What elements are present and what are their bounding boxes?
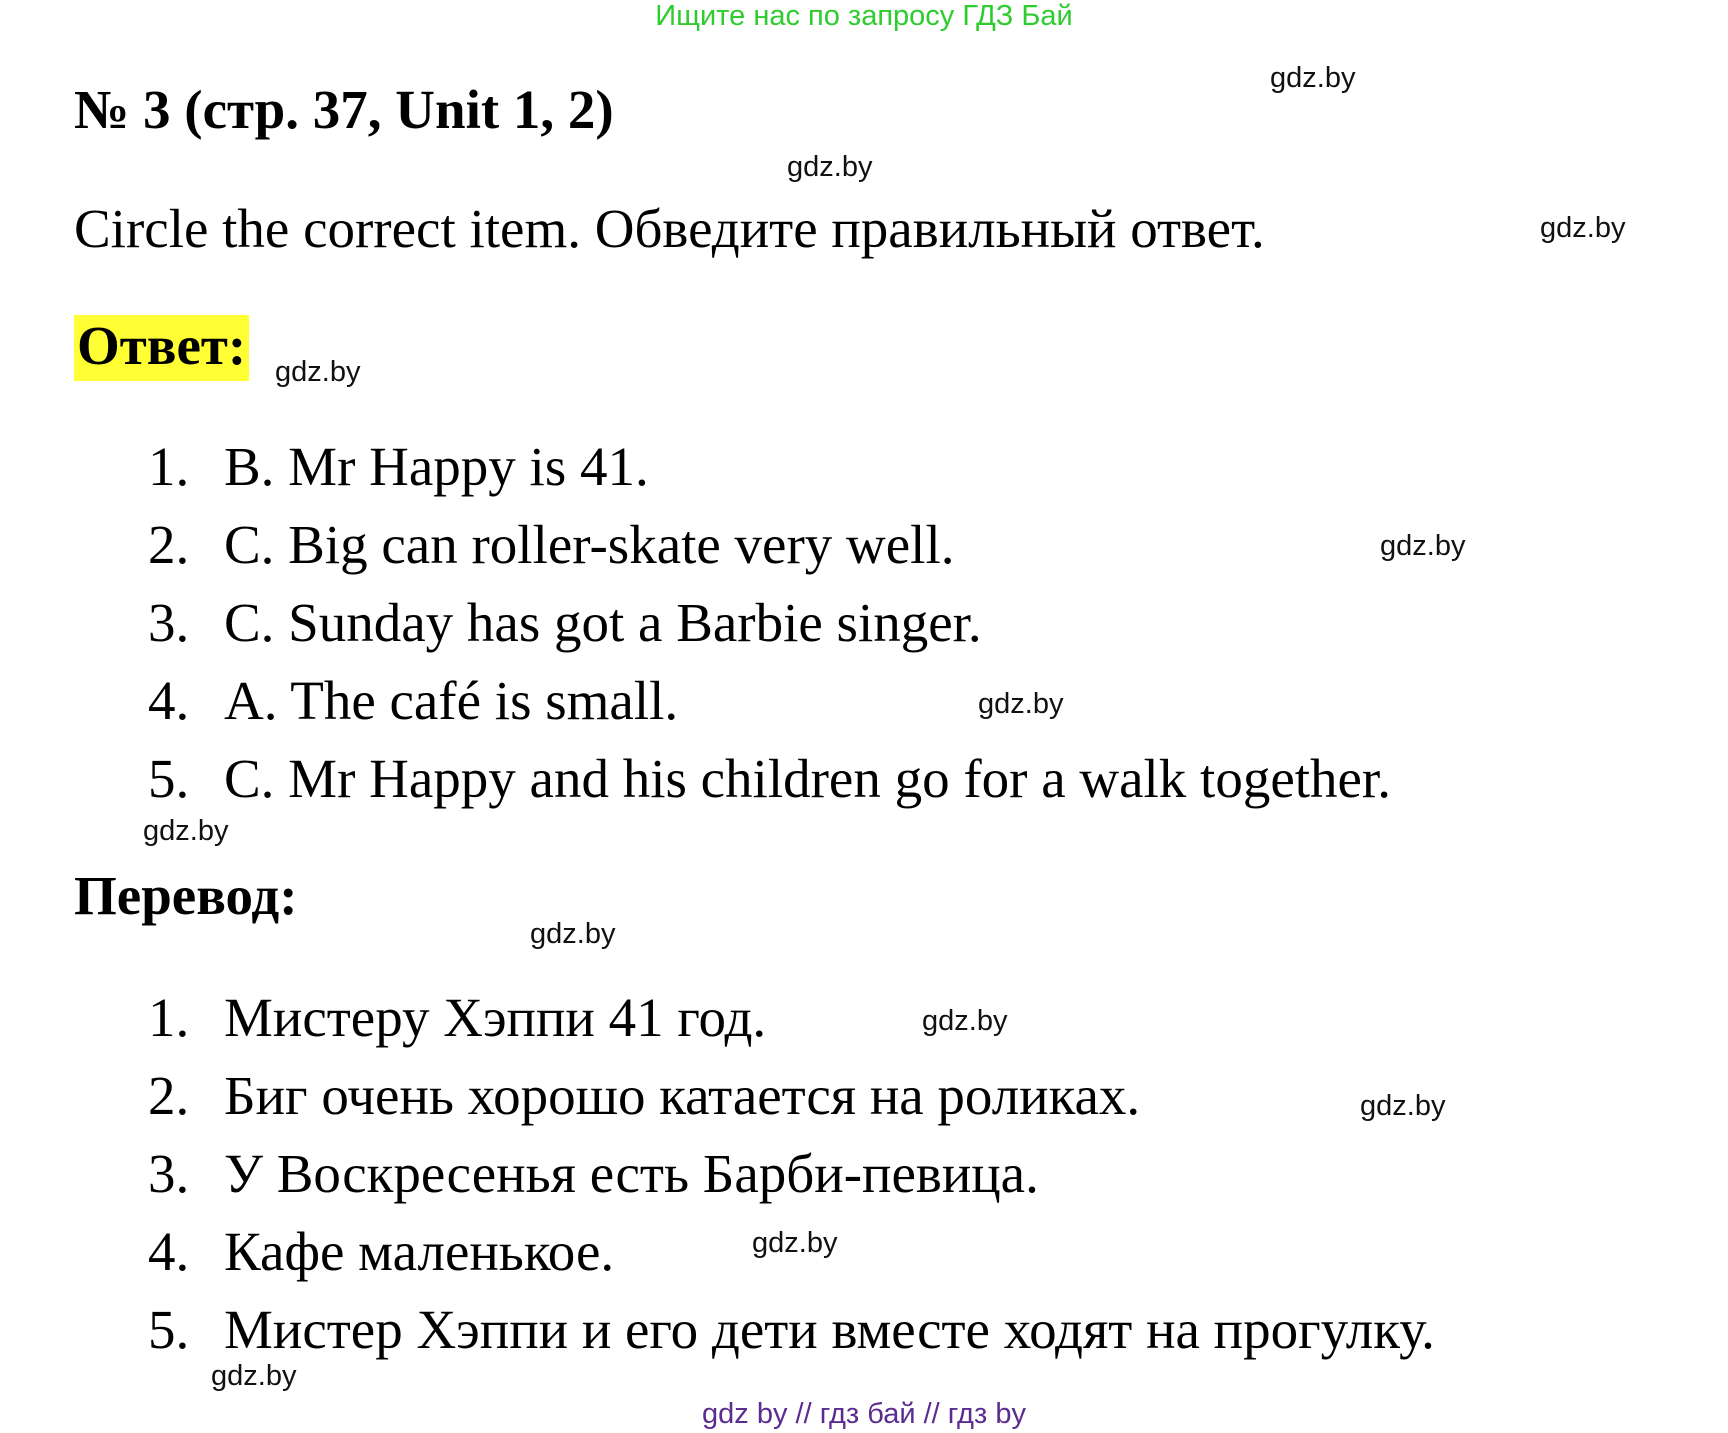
watermark: gdz.by [1380, 530, 1466, 562]
translation-item [148, 1065, 1140, 1127]
translation-text: Мистер Хэппи и его дети вместе ходят на прогулку. [224, 1299, 1435, 1360]
translation-item [148, 1143, 1039, 1205]
footer-links: gdz by // гдз бай // гдз by [702, 1398, 1026, 1430]
answer-text: A. The café is small. [224, 670, 679, 731]
watermark: gdz.by [922, 1005, 1008, 1037]
watermark: gdz.by [211, 1360, 297, 1392]
watermark: gdz.by [275, 356, 361, 388]
answer-number: 1. [148, 436, 190, 497]
translation-item [148, 1299, 1435, 1361]
watermark: gdz.by [1270, 62, 1356, 94]
watermark: gdz.by [752, 1227, 838, 1259]
instruction-text: Circle the correct item. Обведите правильный ответ. [74, 198, 1265, 259]
translation-text: У Воскресенья есть Барби-певица. [224, 1143, 1039, 1204]
answer-number: 3. [148, 592, 190, 653]
translation-number: 4. [148, 1221, 190, 1282]
answer-number: 2. [148, 514, 190, 575]
watermark: gdz.by [530, 918, 616, 950]
answer-text: B. Mr Happy is 41. [224, 436, 649, 497]
translation-number: 5. [148, 1299, 190, 1360]
top-banner: Ищите нас по запросу ГДЗ Бай [655, 0, 1073, 32]
watermark: gdz.by [787, 151, 873, 183]
answer-text: C. Big can roller-skate very well. [224, 514, 955, 575]
translation-number: 1. [148, 987, 190, 1048]
answer-number: 5. [148, 748, 190, 809]
translation-number: 2. [148, 1065, 190, 1126]
translation-text: Кафе маленькое. [224, 1221, 615, 1282]
watermark: gdz.by [978, 688, 1064, 720]
answer-item [148, 436, 649, 498]
translation-text: Мистеру Хэппи 41 год. [224, 987, 767, 1048]
watermark: gdz.by [1360, 1090, 1446, 1122]
answer-text: C. Mr Happy and his children go for a walk together. [224, 748, 1391, 809]
watermark: gdz.by [143, 815, 229, 847]
task-title: № 3 (стр. 37, Unit 1, 2) [74, 79, 614, 140]
translation-number: 3. [148, 1143, 190, 1204]
answer-item [148, 514, 954, 576]
translation-item [148, 1221, 614, 1283]
answer-item [148, 592, 982, 654]
answer-heading: Ответ: [74, 315, 249, 381]
answer-item [148, 748, 1391, 810]
translation-text: Биг очень хорошо катается на роликах. [224, 1065, 1141, 1126]
translation-item [148, 987, 766, 1049]
answer-text: C. Sunday has got a Barbie singer. [224, 592, 982, 653]
answer-number: 4. [148, 670, 190, 731]
translation-heading: Перевод: [74, 865, 298, 926]
answer-item [148, 670, 678, 732]
watermark: gdz.by [1540, 212, 1626, 244]
